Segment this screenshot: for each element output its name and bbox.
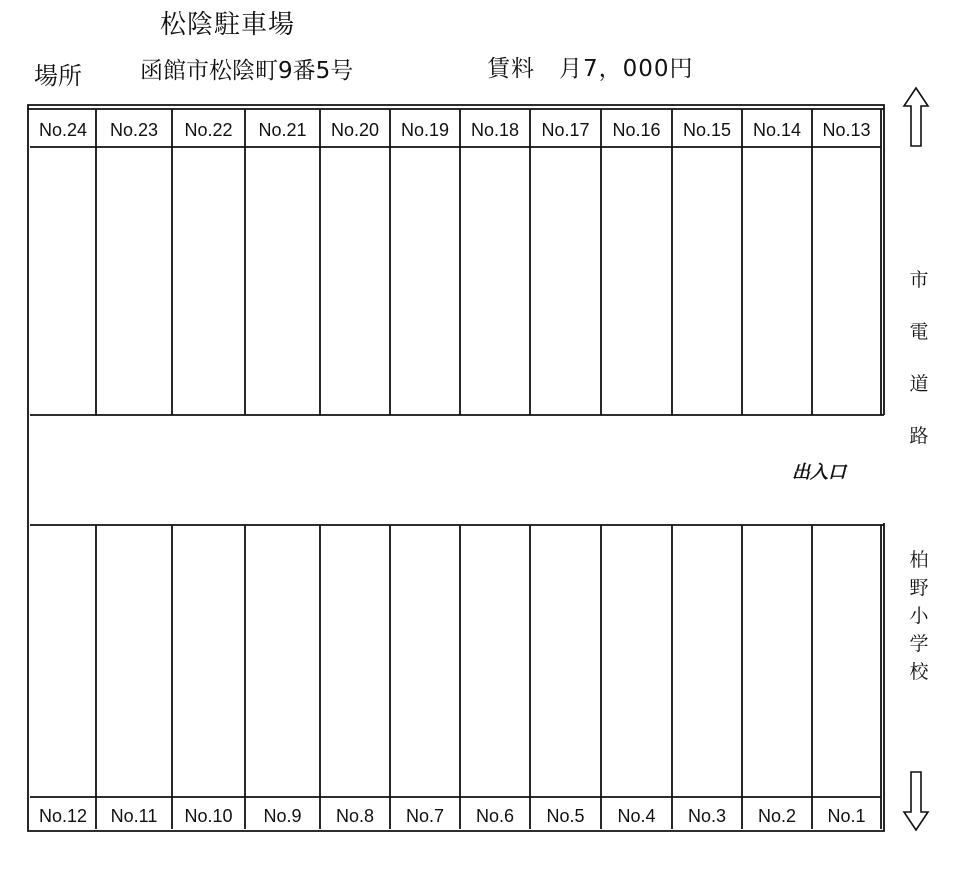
address-text: 函館市松陰町9番5号: [140, 58, 354, 84]
entrance-label: 出入口: [792, 462, 846, 483]
stall-label-top: No.13: [822, 120, 871, 140]
stall-label-bottom: No.3: [687, 806, 727, 826]
stall-label-bottom: No.1: [827, 806, 866, 826]
arrow-up-icon: [901, 86, 931, 148]
stall-label-top: No.15: [682, 120, 732, 140]
stall-label-bottom: No.12: [38, 806, 88, 826]
stall-label-top: No.19: [400, 120, 450, 140]
road-char: 電: [909, 321, 929, 343]
stall-label-top: No.23: [109, 120, 159, 140]
stall-label-top: No.18: [470, 120, 520, 140]
road-label: [906, 266, 932, 474]
road-char: 路: [909, 425, 929, 447]
stall-label-bottom: No.10: [184, 806, 233, 826]
stall-label-top: No.24: [38, 120, 88, 140]
stall-label-top: No.17: [541, 120, 590, 140]
stall-label-bottom: No.9: [263, 806, 302, 826]
parking-lot-map: [26, 103, 886, 833]
fee-text: 賃料 月7，000円: [487, 56, 694, 82]
road-char: 市: [909, 269, 929, 291]
road-char: 道: [909, 373, 929, 395]
stall-label-top: No.14: [752, 120, 802, 140]
stall-label-top: No.22: [184, 120, 233, 140]
page-title: 松陰駐車場: [160, 10, 296, 40]
stall-label-bottom: No.7: [405, 806, 445, 826]
stall-label-bottom: No.8: [335, 806, 375, 826]
school-char: 学: [909, 633, 929, 655]
location-label: 場所: [34, 62, 82, 90]
lot-frame: [28, 105, 884, 831]
stall-label-top: No.21: [258, 120, 307, 140]
school-char: 校: [909, 661, 929, 683]
stall-label-bottom: No.4: [617, 806, 656, 826]
school-label: [906, 546, 932, 686]
school-char: 野: [909, 577, 929, 599]
school-char: 柏: [909, 549, 929, 571]
school-char: 小: [909, 605, 929, 627]
stall-label-bottom: No.5: [546, 806, 585, 826]
stall-label-top: No.20: [330, 120, 380, 140]
stall-label-bottom: No.11: [110, 806, 158, 826]
stall-label-bottom: No.2: [757, 806, 797, 826]
stall-label-bottom: No.6: [475, 806, 515, 826]
arrow-down-icon: [901, 770, 931, 832]
stall-label-top: No.16: [612, 120, 661, 140]
